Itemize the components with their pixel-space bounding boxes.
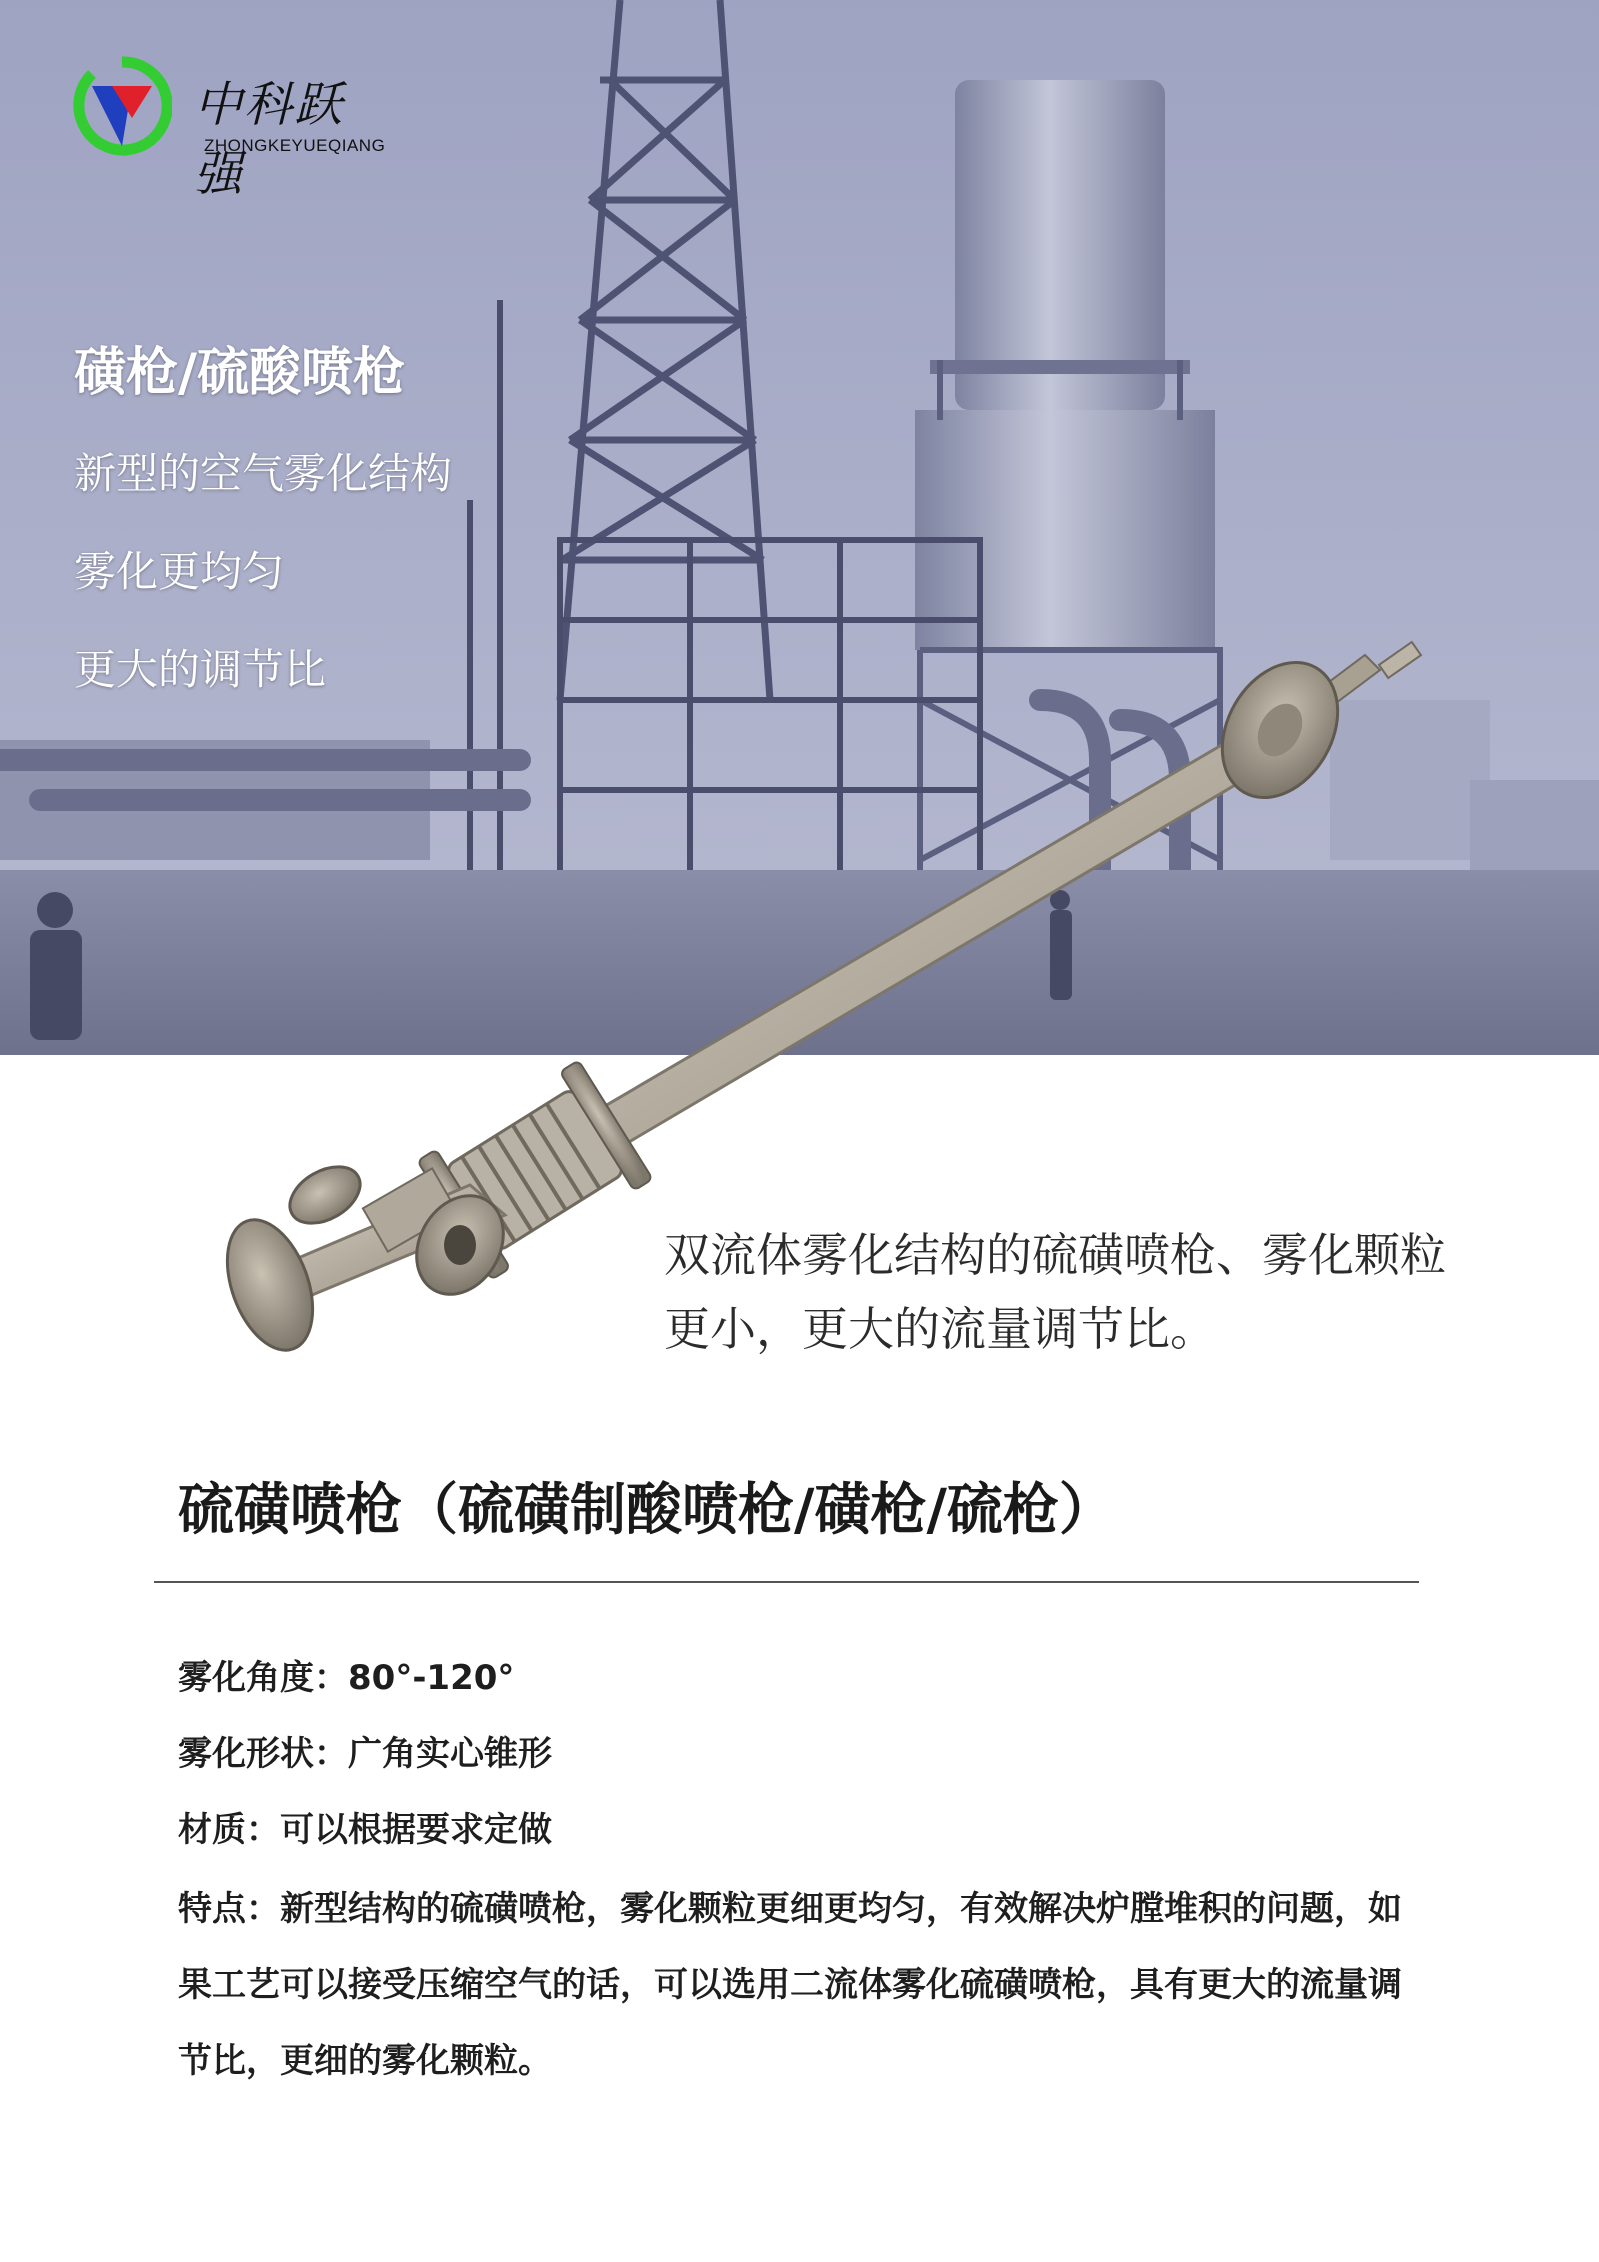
hero-line-2: 雾化更均匀 <box>74 547 285 596</box>
hero-title: 磺枪/硫酸喷枪 <box>74 343 405 403</box>
spec-value: 广角实心锥形 <box>348 1734 552 1774</box>
spec-label: 雾化形状： <box>178 1734 348 1774</box>
company-logo <box>72 56 392 202</box>
features-label: 特点： <box>178 1889 280 1929</box>
product-caption: 双流体雾化结构的硫磺喷枪、雾化颗粒更小，更大的流量调节比。 <box>664 1228 1446 1356</box>
spec-label: 雾化角度： <box>178 1658 348 1698</box>
spec-features <box>178 1871 1418 2099</box>
spec-spray-shape <box>178 1731 1418 1777</box>
product-title: 硫磺喷枪（硫磺制酸喷枪/磺枪/硫枪） <box>178 1478 1115 1543</box>
features-text: 新型结构的硫磺喷枪，雾化颗粒更细更均匀，有效解决炉膛堆积的问题，如果工艺可以接受压缩空气的话，可以选用二流体雾化硫磺喷枪，具有更大的流量调节比，更细的雾化颗粒。 <box>178 1889 1402 2081</box>
brand-name-cn: 中科跃强 <box>194 77 345 202</box>
spec-list <box>178 1655 1418 2099</box>
brand-name-en: ZHONGKEYUEQIANG <box>204 136 386 155</box>
section-divider <box>154 1581 1419 1583</box>
spec-material <box>178 1807 1418 1853</box>
company-logo-icon <box>72 56 172 156</box>
spec-atomization-angle <box>178 1655 1418 1701</box>
spec-label: 材质： <box>178 1810 280 1850</box>
hero-text <box>74 330 452 735</box>
hero-line-1: 新型的空气雾化结构 <box>74 449 453 498</box>
hero-line-3: 更大的调节比 <box>74 645 327 694</box>
spec-value: 80°-120° <box>348 1658 515 1698</box>
spec-value: 可以根据要求定做 <box>280 1810 552 1850</box>
hero-banner <box>0 0 1599 1055</box>
